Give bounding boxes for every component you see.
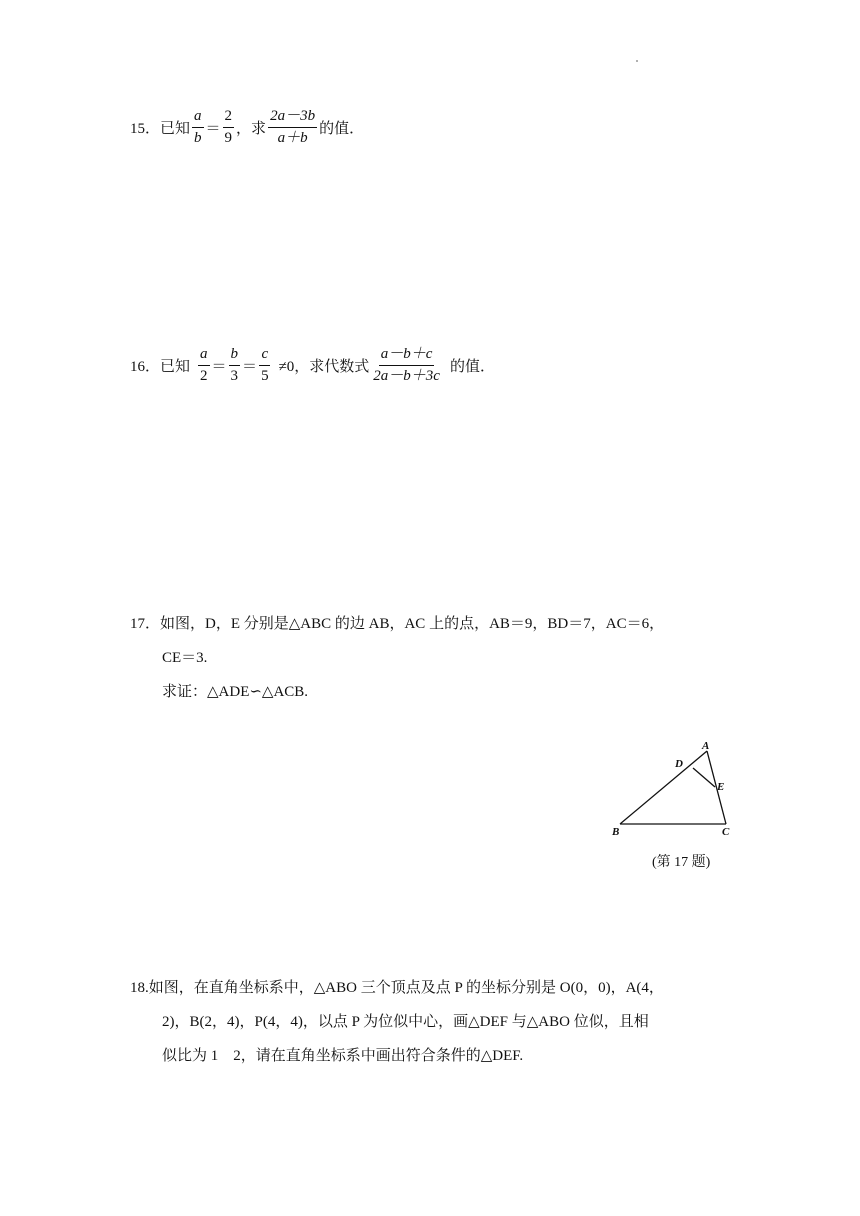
- q15-frac3-den: a＋b: [277, 130, 308, 147]
- q16-number: 16．: [130, 359, 161, 376]
- q16-equals-1: ＝: [211, 359, 227, 376]
- q16-text-3: 的值．: [449, 359, 495, 376]
- triangle-lines: [620, 751, 726, 824]
- q16-fraction-expression: [371, 346, 442, 386]
- q17-line-3: 求证：△ADE∽△ACB.: [162, 684, 309, 700]
- q16-fraction-a-2: [198, 346, 210, 386]
- q16-fa-num: a: [198, 346, 210, 366]
- label-C: C: [722, 826, 730, 838]
- q15-frac3-num: 2a－3b: [268, 108, 317, 128]
- q16-fa-den: 2: [200, 368, 208, 385]
- q15-fraction-a-b: [192, 108, 204, 148]
- q16-fraction-c-5: [259, 346, 271, 386]
- q16-text-2: ≠0，求代数式: [278, 359, 370, 376]
- q17-number: 17．: [130, 616, 161, 632]
- label-A: A: [702, 740, 710, 752]
- q16-fc-num: c: [259, 346, 270, 366]
- q15-equals: ＝: [205, 121, 221, 138]
- q17-figure-caption: (第 17 题): [652, 855, 711, 870]
- label-E: E: [717, 781, 725, 793]
- q16-equals-2: ＝: [242, 359, 258, 376]
- q16-fraction-b-3: [229, 346, 241, 386]
- label-B: B: [612, 826, 620, 838]
- q17-triangle-figure: [606, 734, 738, 838]
- q15-text-3: 的值．: [319, 121, 365, 138]
- q15-frac2-den: 9: [224, 130, 233, 147]
- q15-text-2: ，求: [236, 121, 267, 138]
- q16-fc-den: 5: [261, 368, 269, 385]
- q15-text-1: 已知: [160, 121, 191, 138]
- q15-fraction-2-9: [223, 108, 235, 148]
- q17-line-2: CE＝3.: [162, 650, 208, 666]
- q18-line-3: 似比为 1 2，请在直角坐标系中画出符合条件的△DEF.: [162, 1048, 524, 1064]
- q15-frac1-num: a: [192, 108, 204, 128]
- q15-number: 15．: [130, 121, 161, 138]
- q17-line-1: [130, 612, 664, 633]
- q16-fd-den: 2a－b＋3c: [373, 368, 440, 385]
- page-dot: [636, 60, 638, 62]
- q16-fd-num: a－b＋c: [379, 346, 435, 366]
- q17-text-1: 如图，D，E 分别是△ABC 的边 AB，AC 上的点，AB＝9，BD＝7，AC＝6，: [160, 616, 665, 632]
- question-15: [130, 108, 364, 148]
- q16-fb-num: b: [229, 346, 241, 366]
- q18-line-2: 2)，B(2，4)，P(4，4)，以点 P 为位似中心，画△DEF 与△ABO 位似，且相: [162, 1014, 649, 1030]
- q16-text-1: 已知: [160, 359, 191, 376]
- label-D: D: [675, 758, 683, 770]
- q15-fraction-expression: [268, 108, 317, 148]
- question-16: [130, 346, 495, 386]
- q16-fb-den: 3: [230, 368, 239, 385]
- segment-BA: [620, 751, 707, 824]
- q15-frac2-num: 2: [223, 108, 235, 128]
- q18-line-1: 18.如图，在直角坐标系中，△ABO 三个顶点及点 P 的坐标分别是 O(0，0)，A(4，: [130, 980, 664, 996]
- q15-frac1-den: b: [194, 130, 202, 147]
